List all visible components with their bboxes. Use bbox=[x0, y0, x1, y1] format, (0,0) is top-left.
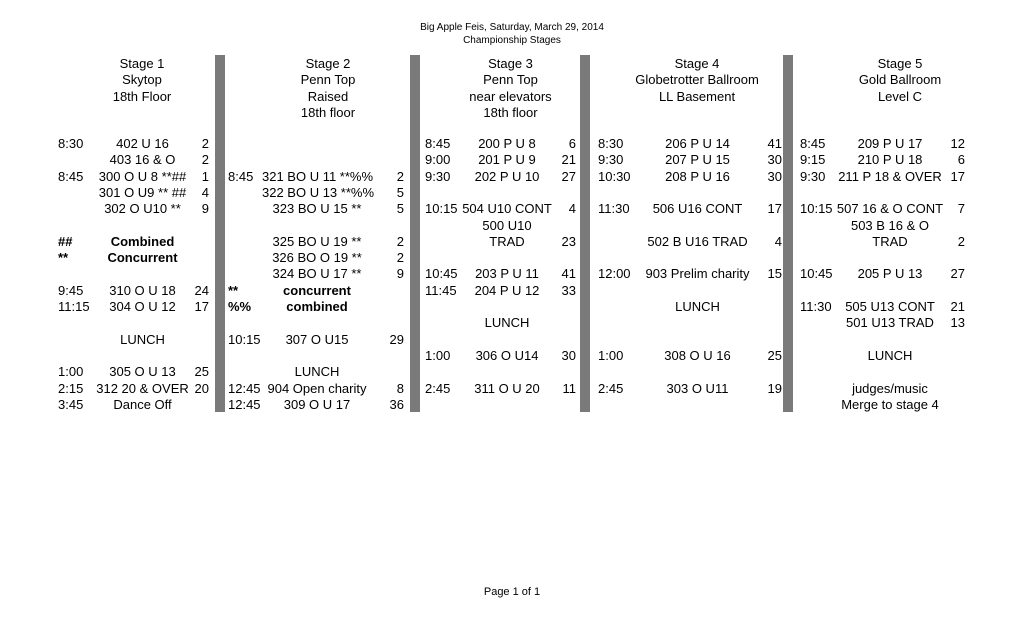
dancer-count: 1 bbox=[201, 168, 209, 184]
dancer-count: 2 bbox=[201, 136, 209, 151]
schedule-event: 904 Open charity bbox=[267, 380, 367, 396]
schedule-time: 8:30 bbox=[58, 136, 84, 151]
stage-5-header bbox=[815, 56, 985, 105]
schedule-time: 1:00 bbox=[58, 364, 84, 380]
stage-2-header bbox=[258, 56, 398, 121]
schedule-event: 903 Prelim charity bbox=[645, 266, 750, 282]
schedule-time: 10:15 bbox=[800, 201, 833, 217]
dancer-count: 21 bbox=[561, 152, 576, 168]
schedule-time: 11:45 bbox=[425, 282, 457, 298]
schedule-event: 300 O U 8 **## bbox=[98, 168, 187, 184]
dancer-count: 6 bbox=[568, 136, 576, 151]
schedule-event: 501 U13 TRAD bbox=[846, 315, 934, 331]
dancer-count: 2 bbox=[396, 250, 404, 266]
stage-header-line: Penn Top bbox=[300, 72, 356, 88]
schedule-event: 504 U10 CONT bbox=[462, 201, 552, 217]
schedule-time: %% bbox=[228, 299, 252, 314]
schedule-event: 506 U16 CONT bbox=[652, 201, 743, 217]
schedule-event: 205 P U 13 bbox=[857, 266, 923, 282]
schedule-time: 9:45 bbox=[58, 282, 84, 298]
dancer-count: 20 bbox=[194, 380, 209, 396]
dancer-count: 5 bbox=[396, 184, 404, 200]
schedule-event: 503 B 16 & O bbox=[850, 217, 930, 233]
dancer-count: 30 bbox=[767, 152, 782, 168]
schedule-event: 507 16 & O CONT bbox=[836, 201, 944, 217]
dancer-count: 17 bbox=[767, 201, 782, 217]
schedule-event: 310 O U 18 bbox=[109, 282, 176, 298]
schedule-event: 505 U13 CONT bbox=[845, 299, 935, 314]
schedule-event: 307 O U15 bbox=[285, 331, 349, 347]
dancer-count: 8 bbox=[396, 380, 404, 396]
dancer-count: 12 bbox=[950, 136, 965, 151]
stage-header-line: Stage 5 bbox=[877, 56, 923, 71]
schedule-event: 301 O U9 ** ## bbox=[98, 184, 187, 200]
schedule-time: 1:00 bbox=[598, 347, 624, 363]
column-divider bbox=[783, 55, 793, 412]
schedule-time: 9:00 bbox=[425, 152, 451, 168]
schedule-time: 12:45 bbox=[228, 396, 261, 412]
schedule-time: 12:45 bbox=[228, 380, 261, 396]
schedule-event: 500 U10 bbox=[482, 217, 532, 233]
schedule-time: 2:15 bbox=[58, 380, 84, 396]
dancer-count: 6 bbox=[957, 152, 965, 168]
schedule-time: 3:45 bbox=[58, 396, 84, 412]
dancer-count: 30 bbox=[561, 347, 576, 363]
dancer-count: 29 bbox=[389, 331, 404, 347]
dancer-count: 2 bbox=[201, 152, 209, 168]
dancer-count: 17 bbox=[950, 168, 965, 184]
schedule-event: 326 BO O 19 ** bbox=[272, 250, 362, 266]
schedule-event: 322 BO U 13 **%% bbox=[262, 184, 375, 200]
schedule-event: 325 BO U 19 ** bbox=[272, 233, 362, 249]
schedule-event: 502 B U16 TRAD bbox=[647, 233, 748, 249]
schedule-event: Combined bbox=[110, 233, 175, 249]
schedule-time: 11:30 bbox=[598, 201, 630, 217]
dancer-count: 30 bbox=[767, 168, 782, 184]
schedule-event: Dance Off bbox=[113, 396, 172, 412]
dancer-count: 5 bbox=[396, 201, 404, 217]
schedule-event: 201 P U 9 bbox=[478, 152, 536, 168]
schedule-time: 9:30 bbox=[425, 168, 451, 184]
schedule-time: 10:15 bbox=[228, 331, 261, 347]
dancer-count: 11 bbox=[562, 380, 576, 396]
schedule-event: 303 O U11 bbox=[666, 380, 729, 396]
schedule-time: 10:30 bbox=[598, 168, 631, 184]
stage-header-line: LL Basement bbox=[658, 88, 736, 104]
schedule-time: 9:30 bbox=[800, 168, 826, 184]
schedule-time: 8:45 bbox=[425, 136, 451, 151]
dancer-count: 25 bbox=[194, 364, 209, 380]
dancer-count: 9 bbox=[201, 201, 209, 217]
schedule-event: 321 BO U 11 **%% bbox=[262, 168, 374, 184]
schedule-event: 324 BO U 17 ** bbox=[272, 266, 362, 282]
schedule-time: 10:45 bbox=[800, 266, 833, 282]
dancer-count: 33 bbox=[561, 282, 576, 298]
stage-4-header bbox=[612, 56, 782, 105]
dancer-count: 21 bbox=[950, 299, 965, 314]
dancer-count: 19 bbox=[767, 380, 782, 396]
schedule-time: ** bbox=[58, 250, 69, 266]
dancer-count: 9 bbox=[396, 266, 404, 282]
dancer-count: 7 bbox=[957, 201, 965, 217]
stage-header-line: 18th floor bbox=[300, 104, 356, 120]
schedule-time: 12:00 bbox=[598, 266, 631, 282]
stage-header-line: Stage 3 bbox=[488, 56, 533, 71]
schedule-event: 403 16 & O bbox=[109, 152, 176, 168]
schedule-event: 308 O U 16 bbox=[664, 347, 731, 363]
schedule-time: 2:45 bbox=[425, 380, 451, 396]
schedule-time: 2:45 bbox=[598, 380, 624, 396]
stage-header-line: Level C bbox=[877, 88, 923, 104]
dancer-count: 17 bbox=[194, 299, 209, 314]
stage-1-header bbox=[72, 56, 212, 105]
schedule-event: combined bbox=[286, 299, 348, 314]
schedule-time: 8:45 bbox=[800, 136, 826, 151]
schedule-time: 11:30 bbox=[800, 299, 832, 314]
schedule-time: 9:15 bbox=[800, 152, 826, 168]
dancer-count: 2 bbox=[396, 168, 404, 184]
schedule-time: 9:30 bbox=[598, 152, 624, 168]
stage-header-line: Raised bbox=[307, 88, 349, 104]
stage-header-line: Penn Top bbox=[483, 72, 538, 88]
schedule-time: ## bbox=[58, 233, 73, 249]
schedule-event: 211 P 18 & OVER bbox=[838, 168, 942, 184]
schedule-event: 209 P U 17 bbox=[857, 136, 923, 151]
schedule-time: 8:30 bbox=[598, 136, 624, 151]
dancer-count: 27 bbox=[561, 168, 576, 184]
dancer-count: 41 bbox=[561, 266, 576, 282]
stage-header-line: Gold Ballroom bbox=[858, 72, 942, 88]
schedule-time: 10:45 bbox=[425, 266, 458, 282]
schedule-event: Concurrent bbox=[107, 250, 178, 266]
stage-header-line: Stage 1 bbox=[119, 56, 165, 71]
schedule-event: 202 P U 10 bbox=[474, 168, 540, 184]
document-title: Big Apple Feis, Saturday, March 29, 2014 bbox=[420, 22, 604, 33]
stage-header-line: Globetrotter Ballroom bbox=[635, 72, 759, 88]
schedule-event: 323 BO U 15 ** bbox=[272, 201, 362, 217]
schedule-event: TRAD bbox=[872, 233, 908, 249]
stage-header-line: Stage 2 bbox=[305, 56, 351, 71]
schedule-time: 8:45 bbox=[228, 168, 254, 184]
column-divider bbox=[580, 55, 590, 412]
stage-header-line: 18th Floor bbox=[112, 88, 172, 104]
dancer-count: 15 bbox=[767, 266, 782, 282]
schedule-time: 8:45 bbox=[58, 168, 84, 184]
schedule-event: judges/music bbox=[852, 380, 928, 396]
schedule-event: concurrent bbox=[283, 282, 351, 298]
schedule-time: 1:00 bbox=[425, 347, 451, 363]
column-divider bbox=[410, 55, 420, 412]
schedule-time: ** bbox=[228, 282, 239, 298]
schedule-event: 204 P U 12 bbox=[474, 282, 540, 298]
dancer-count: 4 bbox=[201, 184, 209, 200]
schedule-event: 207 P U 15 bbox=[665, 152, 730, 168]
document-subtitle: Championship Stages bbox=[463, 35, 561, 46]
schedule-event: LUNCH bbox=[675, 299, 720, 314]
schedule-event: 208 P U 16 bbox=[665, 168, 730, 184]
dancer-count: 2 bbox=[957, 233, 965, 249]
dancer-count: 4 bbox=[568, 201, 576, 217]
schedule-event: 309 O U 17 bbox=[283, 396, 351, 412]
dancer-count: 41 bbox=[767, 136, 782, 151]
column-divider bbox=[215, 55, 225, 412]
stage-header-line: near elevators bbox=[469, 88, 552, 104]
schedule-time: 11:15 bbox=[58, 299, 90, 314]
schedule-event: LUNCH bbox=[120, 331, 165, 347]
schedule-event: 304 O U 12 bbox=[109, 299, 176, 314]
schedule-event: 200 P U 8 bbox=[478, 136, 536, 151]
schedule-event: 402 U 16 bbox=[116, 136, 169, 151]
schedule-event: LUNCH bbox=[867, 347, 913, 363]
schedule-time: 10:15 bbox=[425, 201, 458, 217]
dancer-count: 25 bbox=[767, 347, 782, 363]
dancer-count: 4 bbox=[774, 233, 782, 249]
page-number: Page 1 of 1 bbox=[483, 586, 541, 598]
stage-header-line: 18th floor bbox=[483, 104, 538, 120]
stage-header-line: Stage 4 bbox=[674, 56, 720, 71]
stage-header-line: Skytop bbox=[122, 72, 162, 88]
schedule-event: 203 P U 11 bbox=[475, 266, 539, 282]
schedule-event: 306 O U14 bbox=[475, 347, 539, 363]
stage-3-header bbox=[448, 56, 573, 121]
schedule-event: 311 O U 20 bbox=[474, 380, 540, 396]
schedule-event: 210 P U 18 bbox=[857, 152, 923, 168]
dancer-count: 24 bbox=[194, 282, 209, 298]
schedule-event: 206 P U 14 bbox=[665, 136, 730, 151]
schedule-event: Merge to stage 4 bbox=[841, 396, 939, 412]
schedule-event: TRAD bbox=[489, 233, 525, 249]
dancer-count: 2 bbox=[396, 233, 404, 249]
schedule-event: LUNCH bbox=[484, 315, 530, 331]
schedule-event: 312 20 & OVER bbox=[96, 380, 189, 396]
schedule-event: 302 O U10 ** bbox=[104, 201, 181, 217]
dancer-count: 27 bbox=[950, 266, 965, 282]
schedule-event: LUNCH bbox=[294, 364, 340, 380]
dancer-count: 23 bbox=[561, 233, 576, 249]
schedule-event: 305 O U 13 bbox=[109, 364, 176, 380]
dancer-count: 36 bbox=[389, 396, 404, 412]
dancer-count: 13 bbox=[950, 315, 965, 331]
